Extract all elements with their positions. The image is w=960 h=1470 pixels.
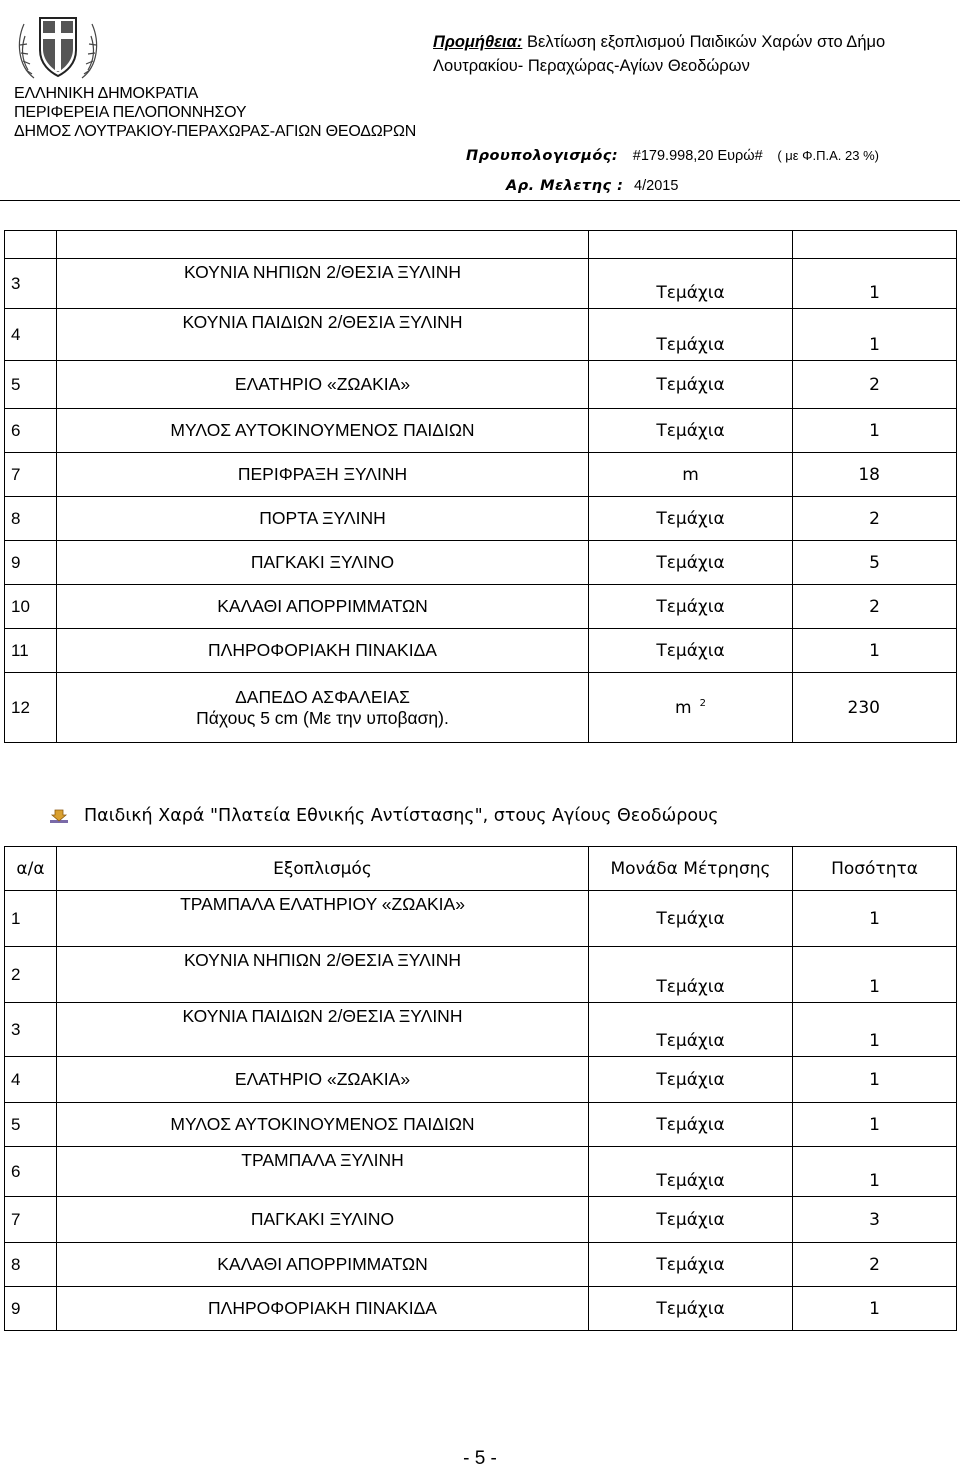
procurement-text: Βελτίωση εξοπλισμού Παιδικών Χαρών στο Δήμο Λουτρακίου- Περαχώρας-Αγίων Θεοδώρων: [433, 33, 886, 75]
table-row: [5, 673, 957, 743]
quantity: 1: [793, 259, 957, 309]
item-name: ΚΟΥΝΙΑ ΠΑΙΔΙΩΝ 2/ΘΕΣΙΑ ΞΥΛΙΝΗ: [57, 1003, 589, 1057]
table-row: [5, 259, 957, 309]
table-row: [5, 1057, 957, 1103]
quantity: 5: [793, 541, 957, 585]
unit-text: m: [675, 697, 692, 718]
row-number: 9: [5, 1287, 57, 1331]
unit: Τεμάχια: [589, 585, 793, 629]
table-row: [5, 891, 957, 947]
table-header-row: [5, 847, 957, 891]
quantity: 2: [793, 1243, 957, 1287]
quantity: 2: [793, 361, 957, 409]
quantity: 1: [793, 1147, 957, 1197]
item-name: ΚΟΥΝΙΑ ΠΑΙΔΙΩΝ 2/ΘΕΣΙΑ ΞΥΛΙΝΗ: [57, 309, 589, 361]
blank-cell: [57, 231, 589, 259]
item-name: ΠΑΓΚΑΚΙ ΞΥΛΙΝΟ: [57, 1197, 589, 1243]
row-number: 5: [5, 1103, 57, 1147]
quantity: 2: [793, 585, 957, 629]
unit: Τεμάχια: [589, 309, 793, 361]
table-row: [5, 231, 957, 259]
unit: Τεμάχια: [589, 497, 793, 541]
table-row: [5, 629, 957, 673]
table-row: [5, 497, 957, 541]
row-number: 3: [5, 1003, 57, 1057]
study-number: 4/2015: [634, 178, 679, 194]
unit: Τεμάχια: [589, 947, 793, 1003]
table-row: [5, 1197, 957, 1243]
blank-cell: [5, 231, 57, 259]
budget-vat: ( με Φ.Π.Α. 23 %): [777, 148, 879, 163]
table-row: [5, 453, 957, 497]
header-equipment: Εξοπλισμός: [57, 847, 589, 891]
table-row: [5, 585, 957, 629]
row-number: 3: [5, 259, 57, 309]
study-line: [506, 178, 678, 194]
item-name: ΕΛΑΤΗΡΙΟ «ΖΩΑΚΙΑ»: [57, 361, 589, 409]
item-name: ΚΑΛΑΘΙ ΑΠΟΡΡΙΜΜΑΤΩΝ: [57, 585, 589, 629]
page-number: - 5 -: [463, 1448, 497, 1469]
row-number: 8: [5, 497, 57, 541]
quantity: 1: [793, 629, 957, 673]
row-number: 7: [5, 1197, 57, 1243]
unit: Τεμάχια: [589, 1057, 793, 1103]
unit: Τεμάχια: [589, 1197, 793, 1243]
row-number: 9: [5, 541, 57, 585]
item-name: ΚΟΥΝΙΑ ΝΗΠΙΩΝ 2/ΘΕΣΙΑ ΞΥΛΙΝΗ: [57, 259, 589, 309]
header-no: α/α: [5, 847, 57, 891]
row-number: 1: [5, 891, 57, 947]
item-name: ΠΑΓΚΑΚΙ ΞΥΛΙΝΟ: [57, 541, 589, 585]
header-divider: [0, 200, 960, 201]
issuer-line: ΕΛΛΗΝΙΚΗ ΔΗΜΟΚΡΑΤΙΑ: [14, 85, 199, 102]
quantity: 1: [793, 1003, 957, 1057]
row-number: 6: [5, 1147, 57, 1197]
item-name: ΜΥΛΟΣ ΑΥΤΟΚΙΝΟΥΜΕΝΟΣ ΠΑΙΔΙΩΝ: [57, 1103, 589, 1147]
unit: Τεμάχια: [589, 1103, 793, 1147]
quantity: 1: [793, 1103, 957, 1147]
row-number: 6: [5, 409, 57, 453]
equipment-table-continued: [4, 230, 957, 743]
unit: Τεμάχια: [589, 409, 793, 453]
section-title: Παιδική Χαρά "Πλατεία Εθνικής Αντίστασης", στους Αγίους Θεοδώρους: [84, 806, 719, 826]
unit: Τεμάχια: [589, 1147, 793, 1197]
table-row: [5, 947, 957, 1003]
blank-cell: [793, 231, 957, 259]
unit: Τεμάχια: [589, 259, 793, 309]
budget-label: Προυπολογισμός:: [466, 148, 619, 164]
issuer-line: ΔΗΜΟΣ ΛΟΥΤΡΑΚΙΟΥ-ΠΕΡΑΧΩΡΑΣ-ΑΓΙΩΝ ΘΕΟΔΩΡΩΝ: [14, 123, 417, 140]
procurement-block: [433, 30, 953, 78]
greek-coat-of-arms-icon: [14, 8, 102, 88]
item-name: ΠΕΡΙΦΡΑΞΗ ΞΥΛΙΝΗ: [57, 453, 589, 497]
row-number: 10: [5, 585, 57, 629]
item-name: ΠΛΗΡΟΦΟΡΙΑΚΗ ΠΙΝΑΚΙΔΑ: [57, 1287, 589, 1331]
item-name-line1: ΔΑΠΕΔΟ ΑΣΦΑΛΕΙΑΣ: [235, 686, 410, 707]
unit: Τεμάχια: [589, 891, 793, 947]
item-name: ΤΡΑΜΠΑΛΑ ΞΥΛΙΝΗ: [57, 1147, 589, 1197]
quantity: 1: [793, 891, 957, 947]
row-number: 4: [5, 309, 57, 361]
quantity: 1: [793, 309, 957, 361]
quantity: 230: [793, 673, 957, 743]
blank-cell: [589, 231, 793, 259]
row-number: 8: [5, 1243, 57, 1287]
item-name: ΚΟΥΝΙΑ ΝΗΠΙΩΝ 2/ΘΕΣΙΑ ΞΥΛΙΝΗ: [57, 947, 589, 1003]
table-row: [5, 309, 957, 361]
unit: Τεμάχια: [589, 1003, 793, 1057]
unit: Τεμάχια: [589, 629, 793, 673]
item-name: [57, 673, 589, 743]
quantity: 18: [793, 453, 957, 497]
header-quantity: Ποσότητα: [793, 847, 957, 891]
table-row: [5, 409, 957, 453]
quantity: 1: [793, 409, 957, 453]
table-row: [5, 361, 957, 409]
item-name: ΠΛΗΡΟΦΟΡΙΑΚΗ ΠΙΝΑΚΙΔΑ: [57, 629, 589, 673]
item-name: ΠΟΡΤΑ ΞΥΛΙΝΗ: [57, 497, 589, 541]
table-row: [5, 1003, 957, 1057]
unit: m: [589, 453, 793, 497]
budget-amount: #179.998,20 Ευρώ#: [632, 148, 763, 164]
quantity: 3: [793, 1197, 957, 1243]
quantity: 2: [793, 497, 957, 541]
budget-line: [466, 148, 879, 164]
quantity: 1: [793, 1287, 957, 1331]
bullet-arrow-icon: [50, 808, 68, 826]
unit: Τεμάχια: [589, 541, 793, 585]
quantity: 1: [793, 947, 957, 1003]
unit: Τεμάχια: [589, 1243, 793, 1287]
study-label: Αρ. Μελετης :: [506, 178, 624, 194]
unit-superscript: 2: [699, 697, 706, 709]
row-number: 12: [5, 673, 57, 743]
procurement-label: Προμήθεια:: [433, 33, 523, 51]
unit: [589, 673, 793, 743]
table-row: [5, 1287, 957, 1331]
header-unit: Μονάδα Μέτρησης: [589, 847, 793, 891]
item-name-line2: Πάχους 5 cm (Με την υποβαση).: [196, 707, 449, 728]
item-name: ΜΥΛΟΣ ΑΥΤΟΚΙΝΟΥΜΕΝΟΣ ΠΑΙΔΙΩΝ: [57, 409, 589, 453]
issuer-block: [14, 84, 416, 141]
issuer-line: ΠΕΡΙΦΕΡΕΙΑ ΠΕΛΟΠΟΝΝΗΣΟΥ: [14, 104, 247, 121]
quantity: 1: [793, 1057, 957, 1103]
unit: Τεμάχια: [589, 1287, 793, 1331]
row-number: 7: [5, 453, 57, 497]
table-row: [5, 541, 957, 585]
row-number: 2: [5, 947, 57, 1003]
item-name: ΕΛΑΤΗΡΙΟ «ΖΩΑΚΙΑ»: [57, 1057, 589, 1103]
row-number: 5: [5, 361, 57, 409]
table-row: [5, 1147, 957, 1197]
item-name: ΤΡΑΜΠΑΛΑ ΕΛΑΤΗΡΙΟΥ «ΖΩΑΚΙΑ»: [57, 891, 589, 947]
row-number: 11: [5, 629, 57, 673]
unit: Τεμάχια: [589, 361, 793, 409]
item-name: ΚΑΛΑΘΙ ΑΠΟΡΡΙΜΜΑΤΩΝ: [57, 1243, 589, 1287]
row-number: 4: [5, 1057, 57, 1103]
table-row: [5, 1243, 957, 1287]
equipment-table: [4, 846, 957, 1331]
table-row: [5, 1103, 957, 1147]
